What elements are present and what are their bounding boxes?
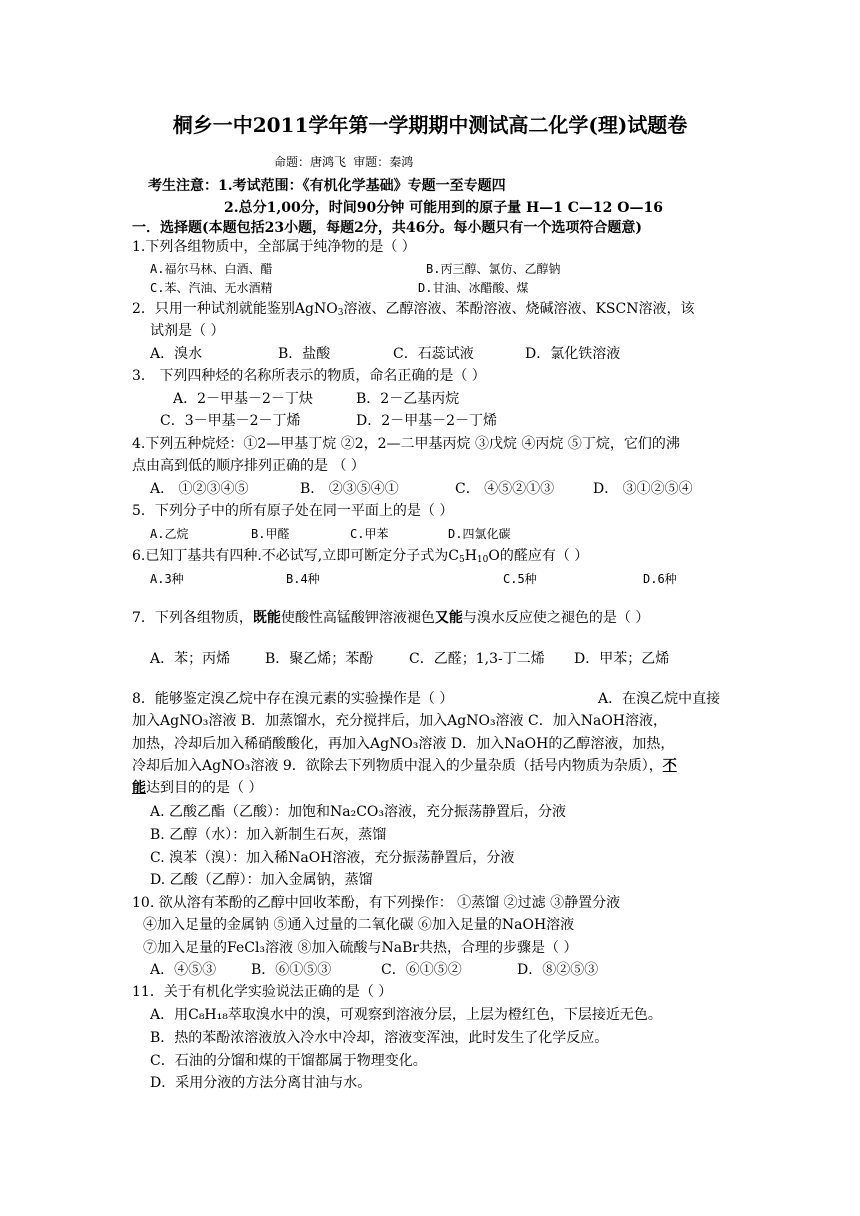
q3-option-b: B．2－乙基丙烷 [356, 391, 460, 407]
q2-stem [132, 300, 694, 318]
q9-stem-end: 达到目的的是（ ） [146, 780, 263, 796]
notice-line-2: 2.总分1,00分，时间90分钟 可能用到的原子量 H—1 C—12 O—16 [224, 200, 663, 216]
subscript: 10 [476, 555, 489, 565]
q11-stem: 11．关于有机化学实验说法正确的是（ ） [132, 984, 393, 1000]
q9-option-c: C. 溴苯（溴）：加入稀NaOH溶液，充分振荡静置后，分液 [150, 850, 515, 866]
q10-stem-line2: ④加入足量的金属钠 ⑤通入过量的二氧化碳 ⑥加入足量的NaOH溶液 [143, 917, 575, 933]
authors-line: 命题：唐鸿飞 审题：秦鸿 [274, 155, 414, 169]
q9-option-a: A. 乙酸乙酯（乙酸）：加饱和Na₂CO₃溶液，充分振荡静置后，分液 [150, 804, 567, 820]
q6-option-a: A.3种 [150, 572, 184, 586]
q2-stem-part2: 溶液、乙醇溶液、苯酚溶液、烧碱溶液、KSCN溶液，该 [343, 301, 695, 317]
q11-option-b: B．热的苯酚浓溶液放入冷水中冷却，溶液变浑浊，此时发生了化学反应。 [150, 1030, 609, 1046]
q2-option-d: D．氯化铁溶液 [525, 346, 621, 362]
q5-option-b: B.甲醛 [251, 527, 290, 541]
q5-option-d: D.四氯化碳 [448, 527, 511, 541]
q2-stem-part1: 2．只用一种试剂就能鉴别AgNO [132, 301, 338, 317]
q7-part1: 7．下列各组物质， [132, 610, 253, 626]
q7-option-a: A．苯；丙烯 [150, 651, 231, 667]
q7-part5: 与溴水反应使之褪色的是（ ） [462, 610, 650, 626]
q10-option-d: D．⑧②⑤③ [517, 962, 599, 978]
q10-stem-line3: ⑦加入足量的FeCl₃溶液 ⑧加入硫酸与NaBr共热，合理的步骤是（ ） [143, 940, 578, 956]
q11-option-a: A．用C₈H₁₈萃取溴水中的溴，可观察到溶液分层，上层为橙红色，下层接近无色。 [150, 1007, 662, 1023]
q6-stem-part2: H [464, 548, 477, 564]
q7-option-c: C．乙醛；1,3-丁二烯 [409, 651, 545, 667]
q5-option-c: C.甲苯 [350, 527, 389, 541]
q10-stem: 10. 欲从溶有苯酚的乙醇中回收苯酚，有下列操作： ①蒸馏 ②过滤 ③静置分液 [132, 895, 621, 911]
q6-option-d: D.6种 [643, 572, 677, 586]
q2-option-b: B．盐酸 [278, 346, 331, 362]
q1-stem: 1.下列各组物质中，全部属于纯净物的是（ ） [132, 239, 416, 255]
q3-option-d: D．2－甲基－2－丁烯 [356, 413, 498, 429]
q1-option-d: D.甘油、冰醋酸、煤 [418, 281, 529, 295]
q7-emphasis-2: 又能 [434, 610, 463, 626]
q6-stem [132, 547, 588, 565]
q10-option-c: C．⑥①⑤② [381, 962, 462, 978]
notice-line-1: 考生注意：1.考试范围：《有机化学基础》专题一至专题四 [148, 178, 506, 194]
q1-option-a: A.福尔马林、白酒、醋 [150, 262, 273, 276]
q7-option-d: D．甲苯；乙烯 [574, 651, 670, 667]
q8-line-1a: 8．能够鉴定溴乙烷中存在溴元素的实验操作是（ ） [132, 691, 454, 707]
q1-option-c: C.苯、汽油、无水酒精 [150, 281, 273, 295]
q2-stem-line2: 试剂是（ ） [150, 323, 225, 339]
q6-option-b: B.4种 [286, 572, 320, 586]
q8-line-4-text: 冷却后加入AgNO₃溶液 9．欲除去下列物质中混入的少量杂质（括号内物质为杂质）， [132, 758, 663, 774]
q9-emphasis-not: 不 [662, 758, 677, 774]
q8-line-4 [132, 757, 677, 775]
q3-option-a: A．2－甲基－2－丁炔 [173, 391, 313, 407]
q7-part3: 使酸性高锰酸钾溶液褪色 [280, 610, 435, 626]
q5-stem: 5．下列分子中的所有原子处在同一平面上的是（ ） [132, 503, 454, 519]
subscript: 3 [337, 308, 344, 318]
q4-option-d: D． ③①②⑤④ [593, 481, 693, 497]
q5-option-a: A.乙烷 [150, 527, 189, 541]
subscript: 5 [458, 555, 465, 565]
q4-option-a: A． ①②③④⑤ [150, 481, 249, 497]
q8-line-2: 加入AgNO₃溶液 B．加蒸馏水，充分搅拌后，加入AgNO₃溶液 C．加入NaOH溶液， [132, 713, 668, 729]
q6-option-c: C.5种 [503, 572, 537, 586]
q6-stem-part1: 6.已知丁基共有四种.不必试写,立即可断定分子式为C [132, 548, 459, 564]
q3-stem: 3． 下列四种烃的名称所表示的物质，命名正确的是（ ） [132, 368, 486, 384]
q8-line-5 [132, 779, 262, 797]
q7-stem [132, 609, 649, 627]
q6-stem-part3: O的醛应有（ ） [488, 548, 589, 564]
q7-emphasis-1: 既能 [252, 610, 281, 626]
q4-stem-line2: 点由高到低的顺序排列正确的是 （ ） [132, 458, 365, 474]
q2-option-c: C．石蕊试液 [393, 346, 474, 362]
q3-option-c: C．3－甲基－2－丁烯 [160, 413, 301, 429]
q9-option-b: B. 乙醇（水）：加入新制生石灰，蒸馏 [150, 827, 387, 843]
page-title: 桐乡一中2011学年第一学期期中测试高二化学(理)试题卷 [172, 113, 688, 137]
q8-line-3: 加热，冷却后加入稀硝酸酸化，再加入AgNO₃溶液 D．加入NaOH的乙醇溶液，加热， [132, 736, 675, 752]
q10-option-a: A．④⑤③ [150, 962, 217, 978]
q2-option-a: A．溴水 [150, 346, 203, 362]
q8-line-1b: A．在溴乙烷中直接 [598, 691, 721, 707]
q4-option-c: C． ④⑤②①③ [455, 481, 555, 497]
q7-option-b: B．聚乙烯；苯酚 [265, 651, 374, 667]
section-heading: 一．选择题(本题包括23小题，每题2分，共46分。每小题只有一个选项符合题意) [132, 220, 642, 236]
q10-option-b: B．⑥①⑤③ [251, 962, 332, 978]
q9-emphasis-can: 能 [132, 780, 146, 796]
q11-option-c: C．石油的分馏和煤的干馏都属于物理变化。 [150, 1053, 427, 1069]
q9-option-d: D. 乙酸（乙醇）：加入金属钠，蒸馏 [150, 872, 373, 888]
q4-option-b: B． ②③⑤④① [300, 481, 399, 497]
q4-stem: 4.下列五种烷烃：①2—甲基丁烷 ②2，2—二甲基丙烷 ③戊烷 ④丙烷 ⑤丁烷，它们的沸 [132, 436, 680, 452]
q11-option-d: D．采用分液的方法分离甘油与水。 [150, 1075, 372, 1091]
q1-option-b: B.丙三醇、氯仿、乙醇钠 [426, 262, 561, 276]
